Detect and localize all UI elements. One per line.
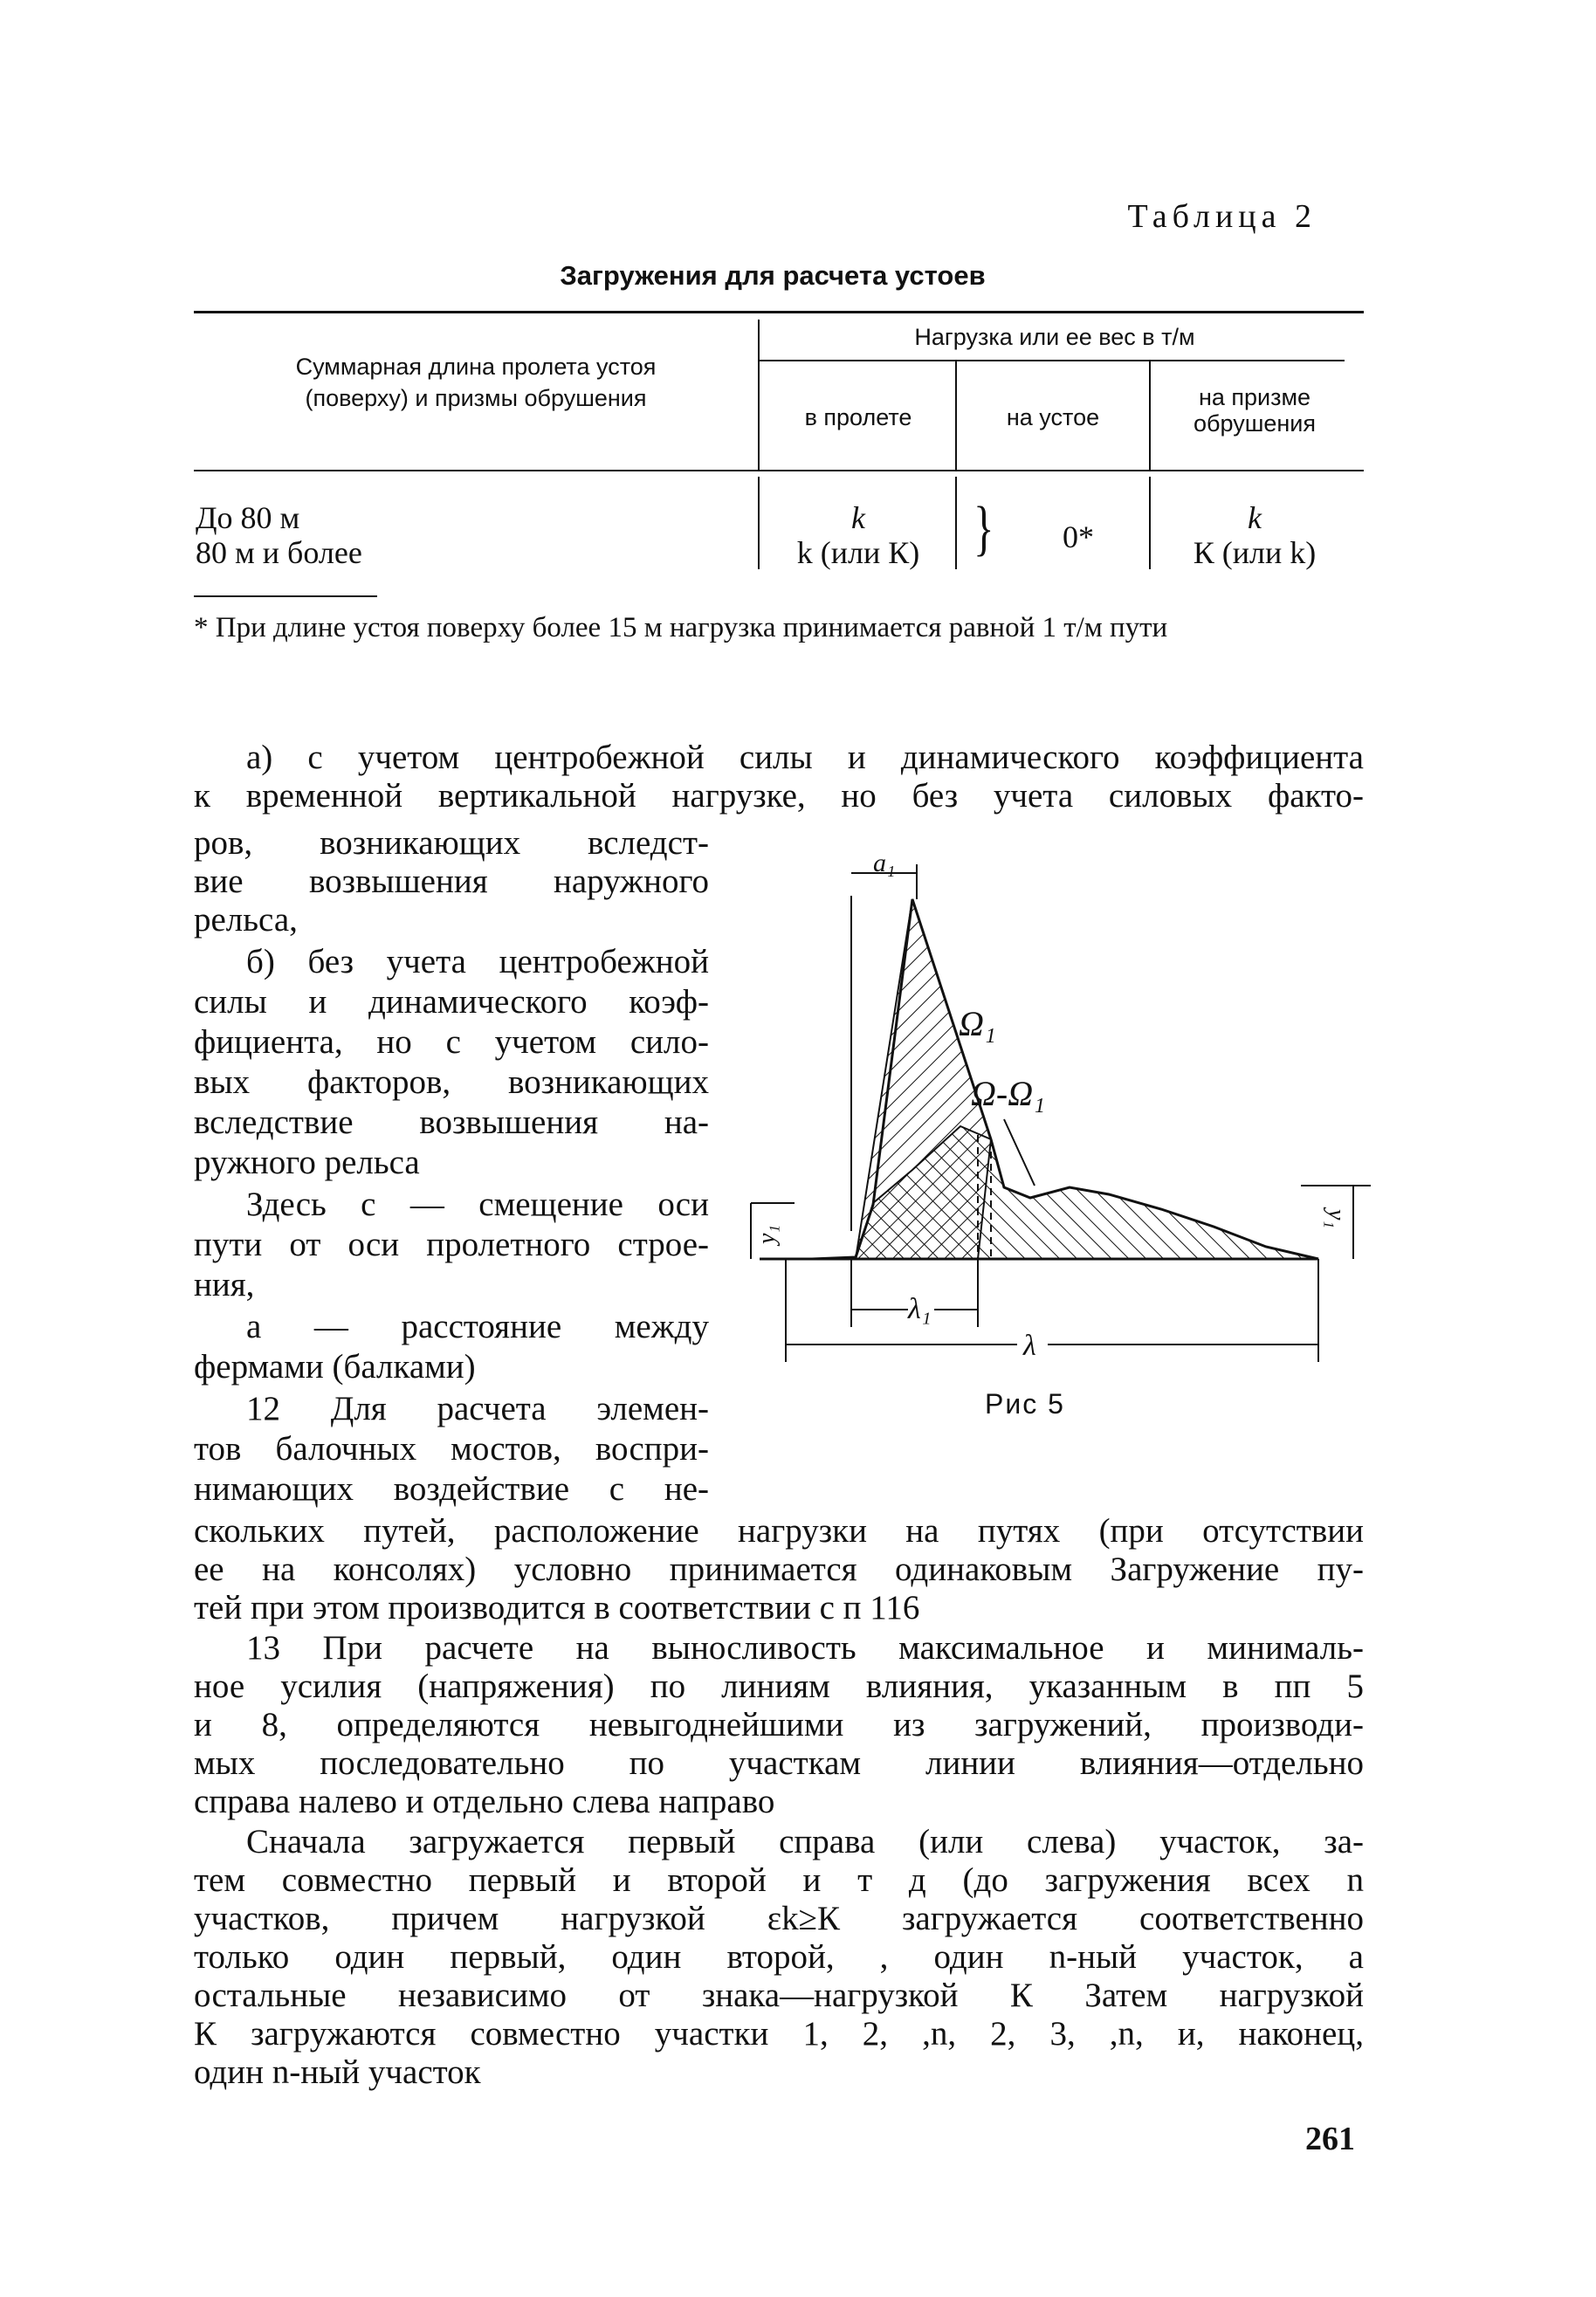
text-line: ния, [194,1266,255,1303]
load-group-header: Нагрузка или ее вес в т/м [914,324,1195,350]
text-line: а — расстояние между [246,1308,709,1345]
text-line: вие возвышения наружного [194,863,709,900]
abutment-value: 0* [1063,519,1094,554]
label-omega1: Ω₁ [959,1004,996,1043]
text-line: б) без учета центробежной [246,943,709,980]
footnote-separator [194,595,377,597]
text-line: нимающих воздействие с не- [194,1470,709,1508]
text-line: мых последовательно по участкам линии влияния—отдельно [194,1744,1364,1782]
table-number: Таблица 2 [1127,198,1317,235]
table-footnote: * При длине устоя поверху более 15 м нагрузка принимается равной 1 т/м пути [194,612,1168,643]
text-line: К загружаются совместно участки 1, 2, ,n, 2, 3, ,n, и, наконец, [194,2015,1364,2053]
text-line: остальные независимо от знака—нагрузкой К Затем нагрузкой [194,1977,1364,2014]
text-line: 13 При расчете на выносливость максимальное и минималь- [246,1629,1364,1667]
text-line: и 8, определяются невыгоднейшими из загружений, производи- [194,1706,1364,1743]
text-line: ное усилия (напряжения) по линиям влияния, указанным в пп 5 [194,1668,1364,1705]
text-line: 12 Для расчета элемен- [246,1390,709,1427]
col-span-header: в пролете [804,404,912,430]
table-header-rule [194,470,1364,471]
col-abutment-header: на устое [1006,404,1100,430]
text-line: Здесь с — смещение оси [246,1186,709,1223]
label-a1: a₁ [873,849,896,877]
text-line: справа налево и отдельно слева направо [194,1783,775,1820]
table-divider [955,477,957,569]
table-divider [758,477,760,569]
text-line: к временной вертикальной нагрузке, но без учета силовых факто- [194,777,1364,815]
label-lambda1: λ₁ [908,1293,932,1325]
text-line: Сначала загружается первый справа (или слева) участок, за- [246,1823,1364,1860]
text-line: один n-ный участок [194,2053,481,2091]
text-line: рельса, [194,901,298,939]
row-span-2: k (или К) [796,535,920,570]
text-line: вследствие возвышения на- [194,1104,709,1141]
text-line: ружного рельса [194,1144,420,1181]
row-length-1: До 80 м [196,500,300,535]
label-y1-left: y₁ [753,1224,781,1244]
text-line: а) с учетом центробежной силы и динамического коэффициента [246,739,1364,776]
text-line: тем совместно первый и второй и т д (до загружения всех n [194,1861,1364,1899]
figure-caption: Рис 5 [985,1388,1065,1420]
influence-line-figure [742,838,1371,1379]
text-line: пути от оси пролетного строе- [194,1226,709,1263]
text-line: вых факторов, возникающих [194,1063,709,1101]
text-line: скольких путей, расположение нагрузки на путях (при отсутствии [194,1512,1364,1550]
text-line: участков, причем нагрузкой εk≥К загружается соответственно [194,1900,1364,1937]
table-divider [758,320,760,470]
text-line: фермами (балками) [194,1348,476,1386]
page-number: 261 [1305,2121,1355,2157]
brace-symbol: } [973,495,994,562]
text-line: тов балочных мостов, воспри- [194,1430,709,1468]
row-span-1: k [851,500,865,535]
text-line: тей при этом производится в соответствии с п 116 [194,1589,920,1626]
label-lambda: λ [1023,1330,1036,1362]
leader-line [1004,1119,1035,1186]
text-line: ее на консолях) условно принимается одинаковым Загружение пу- [194,1551,1364,1588]
col-prism-header: на призме обрушения [1194,384,1316,437]
group-header-rule [760,360,1345,361]
label-y1-right: y₁ [1323,1209,1350,1229]
label-omega-minus: Ω-Ω₁ [971,1074,1046,1113]
col-length-header: Суммарная длина пролета устоя (поверху) и призмы обрушения [295,354,657,411]
text-line: ров, возникающих вследст- [194,824,709,862]
table-title: Загружения для расчета устоев [560,260,986,291]
row-prism-2: К (или k) [1193,535,1317,570]
text-line: только один первый, один второй, , один n-ный участок, а [194,1938,1364,1976]
table-top-rule [194,311,1364,313]
row-length-2: 80 м и более [196,535,362,570]
text-line: силы и динамического коэф- [194,983,709,1021]
row-prism-1: k [1248,500,1262,535]
text-line: фициента, но с учетом сило- [194,1023,709,1061]
